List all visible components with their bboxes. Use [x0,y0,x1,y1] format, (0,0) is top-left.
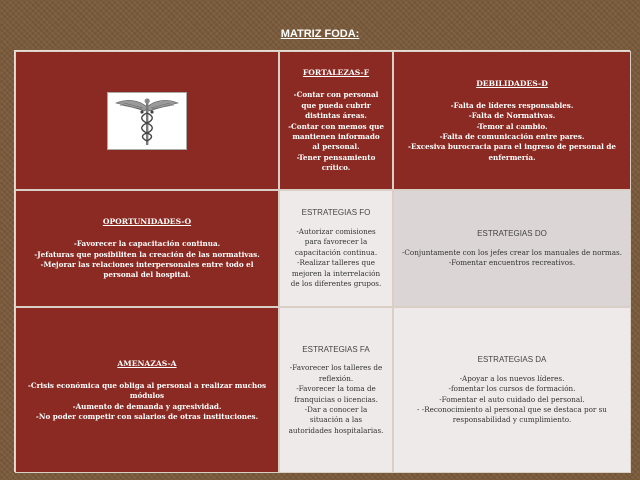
fortalezas-item: -Contar con memos que mantienen informado al personal. [288,121,384,152]
estrategias-do-item: -Conjuntamente con los jefes crear los manuales de normas. [402,247,622,257]
foda-matrix [14,50,630,472]
oportunidades-heading: OPORTUNIDADES-O [102,217,192,227]
fortalezas-heading: FORTALEZAS-F [302,68,370,78]
amenazas-heading: AMENAZAS-A [117,358,177,368]
amenazas-item: -Aumento de demanda y agresividad. [72,401,222,411]
amenazas-item: -Crisis económica que obliga al personal a realizar muchos módulos [27,380,267,401]
oportunidades-cell [15,190,279,307]
estrategias-da-item: -fomentar los cursos de formación. [448,384,576,394]
fortalezas-item: -Tener pensamiento crítico. [296,152,376,173]
fortalezas-item: -Contar con personal que pueda cubrir distintas áreas. [293,90,379,121]
estrategias-da-item: -Fomentar el auto cuidado del personal. [439,394,585,404]
estrategias-do-cell [393,190,631,307]
logo-cell [15,51,279,190]
debilidades-item: -Temor al cambio. [476,121,548,131]
oportunidades-item: -Mejorar las relaciones interpersonales entre todo el personal del hospital. [40,260,254,280]
estrategias-fa-item: -Favorecer los talleres de reflexión. [289,363,383,383]
amenazas-item: -No poder competir con salarios de otras instituciones. [35,411,259,421]
page-title: MATRIZ FODA: [280,28,360,40]
estrategias-fa-item: -Dar a conocer la situación a las autoridades hospitalarias. [288,405,384,435]
fortalezas-cell [279,51,393,190]
estrategias-da-cell [393,307,631,473]
amenazas-cell [15,307,279,473]
estrategias-fo-heading: ESTRATEGIAS FO [301,208,371,218]
estrategias-do-item: -Fomentar encuentros recreativos. [448,258,576,268]
estrategias-fa-item: -Favorecer la toma de franquicias o licencias. [294,384,378,404]
estrategias-fo-item: -Autorizar comisiones para favorecer la capacitación continua. [294,226,378,257]
debilidades-heading: DEBILIDADES-D [476,78,548,88]
estrategias-da-item: -Apoyar a los nuevos líderes. [459,373,565,383]
estrategias-fa-cell [279,307,393,473]
debilidades-cell [393,51,631,190]
oportunidades-item: -Favorecer la capacitación continua. [73,239,221,249]
debilidades-item: -Falta de comunicación entre pares. [439,132,585,141]
oportunidades-item: -Jefaturas que posibiliten la creación de las normativas. [34,249,260,259]
estrategias-da-item: - -Reconocimiento al personal que se destaca por su responsabilidad y cumplimiento. [417,405,607,425]
estrategias-da-heading: ESTRATEGIAS DA [477,355,547,365]
debilidades-item: -Excesiva burocracia para el ingreso de personal de enfermería. [408,142,616,162]
estrategias-fo-cell [279,190,393,307]
estrategias-do-heading: ESTRATEGIAS DO [477,229,547,239]
caduceus-icon [107,92,187,150]
estrategias-fa-heading: ESTRATEGIAS FA [302,344,370,354]
debilidades-item: -Falta de Normativas. [468,111,556,121]
estrategias-fo-item: -Realizar talleres que mejoren la interrelación de los diferentes grupos. [290,258,382,289]
debilidades-item: -Falta de líderes responsables. [450,100,574,110]
